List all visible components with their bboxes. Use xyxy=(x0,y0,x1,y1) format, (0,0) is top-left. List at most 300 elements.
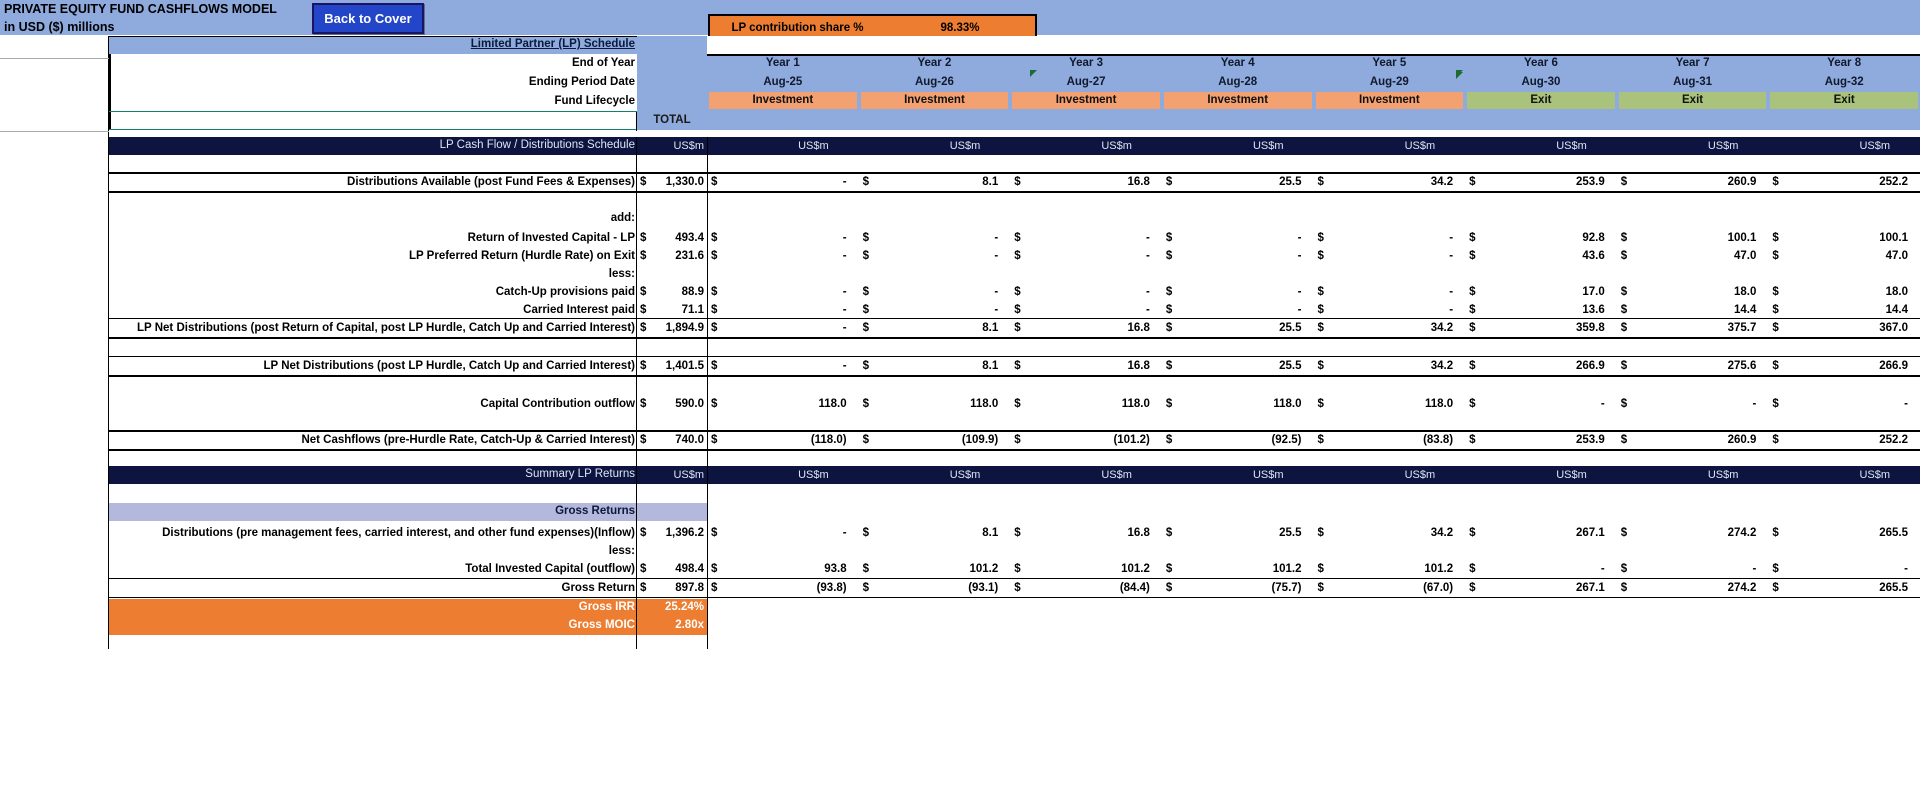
top-left-gray-rule xyxy=(0,58,109,59)
cashflow-unit-3: US$m xyxy=(1101,139,1132,152)
net-cashflows-currency-symbol-3: $ xyxy=(1014,433,1021,446)
year-header-7: Year 7 xyxy=(1675,56,1710,69)
summary-unit-8: US$m xyxy=(1859,468,1890,481)
distributions-available-total-value: 1,330.0 xyxy=(665,175,704,188)
lp-preferred-return-value-8: 47.0 xyxy=(1885,249,1908,262)
total-invested-capital-value-5: 101.2 xyxy=(1424,562,1454,575)
years-header-band-lower xyxy=(707,112,1920,130)
cashflow-unit-total: US$m xyxy=(673,139,704,152)
lp-net-distributions-value-2: 8.1 xyxy=(982,359,999,372)
gross-return-value-7: 274.2 xyxy=(1727,581,1757,594)
cashflow-unit-8: US$m xyxy=(1859,139,1890,152)
carried-interest-paid-total-value: 71.1 xyxy=(681,303,704,316)
cashflow-unit-6: US$m xyxy=(1556,139,1587,152)
return-of-invested-capital-currency-symbol-3: $ xyxy=(1014,231,1021,244)
gross-return-currency-symbol-6: $ xyxy=(1469,581,1476,594)
capital-contribution-outflow-currency-symbol-1: $ xyxy=(711,397,718,410)
total-invested-capital-value-8: - xyxy=(1904,562,1908,575)
net-cashflows-value-5: (83.8) xyxy=(1423,433,1454,446)
catch-up-provisions-currency-symbol-8: $ xyxy=(1772,285,1779,298)
lp-net-distributions-currency-symbol-3: $ xyxy=(1014,359,1021,372)
comment-flag-icon-3 xyxy=(1456,72,1463,79)
lifecycle-6: Exit xyxy=(1530,93,1552,106)
rule-below-lp-net-dist-full xyxy=(109,337,1920,339)
cashflow-unit-7: US$m xyxy=(1707,139,1739,152)
lp-net-distributions-total-currency: $ xyxy=(640,359,647,372)
summary-unit-5: US$m xyxy=(1404,468,1436,481)
return-of-invested-capital-currency-symbol-6: $ xyxy=(1469,231,1476,244)
net-cashflows-currency-symbol-5: $ xyxy=(1317,433,1324,446)
net-cashflows-currency-symbol-6: $ xyxy=(1469,433,1476,446)
lp-net-distributions-value-7: 275.6 xyxy=(1727,359,1757,372)
lp-preferred-return-total-currency: $ xyxy=(640,249,647,262)
capital-contribution-outflow-value-1: 118.0 xyxy=(818,397,847,410)
year-header-4: Year 4 xyxy=(1220,56,1255,69)
lifecycle-5: Investment xyxy=(1358,93,1420,106)
rule-below-gross-return xyxy=(109,597,1920,598)
lp-net-distributions-full-value-7: 375.7 xyxy=(1727,321,1757,334)
capital-contribution-outflow-currency-symbol-2: $ xyxy=(862,397,870,410)
mid-left-gray-rule xyxy=(0,131,109,132)
cashflow-unit-5: US$m xyxy=(1404,139,1436,152)
lp-preferred-return-value-5: - xyxy=(1449,249,1454,262)
carried-interest-paid-currency-symbol-6: $ xyxy=(1469,303,1476,316)
period-date-7: Aug-31 xyxy=(1673,75,1713,88)
net-cashflows-label: Net Cashflows (pre-Hurdle Rate, Catch-Up & Carried Interest) xyxy=(301,433,635,446)
lp-net-distributions-currency-symbol-1: $ xyxy=(711,359,718,372)
return-of-invested-capital-value-8: 100.1 xyxy=(1879,231,1908,244)
gross-distributions-label: Distributions (pre management fees, carried interest, and other fund expenses)(Inflow) xyxy=(162,526,635,539)
net-cashflows-currency-symbol-7: $ xyxy=(1620,433,1628,446)
net-cashflows-value-1: (118.0) xyxy=(810,433,847,446)
lp-net-distributions-full-value-8: 367.0 xyxy=(1879,321,1908,334)
metric-label-gross-irr: Gross IRR xyxy=(578,601,635,614)
catch-up-provisions-currency-symbol-6: $ xyxy=(1469,285,1476,298)
lp-net-distributions-value-1: - xyxy=(842,359,847,372)
catch-up-provisions-total-value: 88.9 xyxy=(681,285,704,298)
gross-distributions-currency-symbol-3: $ xyxy=(1014,526,1021,539)
return-of-invested-capital-currency-symbol-4: $ xyxy=(1165,231,1173,244)
capital-contribution-outflow-currency-symbol-7: $ xyxy=(1620,397,1628,410)
return-of-invested-capital-value-2: - xyxy=(994,231,999,244)
year-header-3: Year 3 xyxy=(1069,56,1104,69)
back-to-cover-button[interactable]: Back to Cover xyxy=(312,3,424,34)
carried-interest-paid-currency-symbol-2: $ xyxy=(862,303,870,316)
return-of-invested-capital-currency-symbol-2: $ xyxy=(862,231,870,244)
gross-distributions-currency-symbol-7: $ xyxy=(1620,526,1628,539)
lp-contribution-share-value[interactable]: 98.33% xyxy=(940,21,980,34)
year-header-8: Year 8 xyxy=(1827,56,1862,69)
net-cashflows-currency-symbol-2: $ xyxy=(862,433,870,446)
lp-net-distributions-currency-symbol-4: $ xyxy=(1165,359,1173,372)
return-of-invested-capital-value-1: - xyxy=(842,231,847,244)
distributions-available-value-7: 260.9 xyxy=(1727,175,1757,188)
distributions-available-currency-symbol-1: $ xyxy=(711,175,718,188)
gross-return-currency-symbol-5: $ xyxy=(1317,581,1324,594)
rule-above-lp-net-dist-full xyxy=(109,318,1920,319)
gross-return-value-1: (93.8) xyxy=(816,581,847,594)
carried-interest-paid-label: Carried Interest paid xyxy=(523,303,635,316)
carried-interest-paid-value-2: - xyxy=(994,303,999,316)
lp-preferred-return-value-1: - xyxy=(842,249,847,262)
distributions-available-currency-symbol-7: $ xyxy=(1620,175,1628,188)
net-cashflows-value-8: 252.2 xyxy=(1879,433,1908,446)
carried-interest-paid-currency-symbol-1: $ xyxy=(711,303,718,316)
carried-interest-paid-value-3: - xyxy=(1146,303,1150,316)
metric-value-gross-moic: 2.80x xyxy=(675,619,704,632)
lp-preferred-return-currency-symbol-3: $ xyxy=(1014,249,1021,262)
spacer-white-row xyxy=(707,36,1920,54)
lp-net-distributions-value-8: 266.9 xyxy=(1879,359,1908,372)
catch-up-provisions-currency-symbol-7: $ xyxy=(1620,285,1628,298)
gross-return-value-3: (84.4) xyxy=(1119,581,1150,594)
catch-up-provisions-label: Catch-Up provisions paid xyxy=(495,285,635,298)
page-subtitle: in USD ($) millions xyxy=(4,19,115,34)
catch-up-provisions-value-4: - xyxy=(1297,285,1302,298)
net-cashflows-total-value: 740.0 xyxy=(675,433,704,446)
carried-interest-paid-currency-symbol-3: $ xyxy=(1014,303,1021,316)
lp-schedule-band-total xyxy=(637,36,707,54)
total-invested-capital-total-currency: $ xyxy=(640,562,647,575)
catch-up-provisions-value-8: 18.0 xyxy=(1885,285,1908,298)
distributions-available-value-5: 34.2 xyxy=(1430,175,1454,188)
summary-unit-7: US$m xyxy=(1707,468,1739,481)
year-header-6: Year 6 xyxy=(1523,56,1558,69)
carried-interest-paid-value-5: - xyxy=(1449,303,1454,316)
carried-interest-paid-total-currency: $ xyxy=(640,303,647,316)
year-header-2: Year 2 xyxy=(917,56,952,69)
lp-net-distributions-full-currency-symbol-6: $ xyxy=(1469,321,1476,334)
distributions-available-label: Distributions Available (post Fund Fees & Expenses) xyxy=(347,175,635,188)
left-frame-line xyxy=(108,36,109,649)
lp-preferred-return-value-2: - xyxy=(994,249,999,262)
gross-return-currency-symbol-4: $ xyxy=(1165,581,1173,594)
gross-return-value-2: (93.1) xyxy=(968,581,999,594)
total-col-divider xyxy=(636,112,637,131)
lp-net-distributions-full-value-4: 25.5 xyxy=(1279,321,1302,334)
rule-below-distributions xyxy=(109,191,1920,193)
less-label-cashflow: less: xyxy=(608,267,635,280)
return-of-invested-capital-value-3: - xyxy=(1146,231,1150,244)
total-invested-capital-currency-symbol-4: $ xyxy=(1165,562,1173,575)
summary-unit-6: US$m xyxy=(1556,468,1587,481)
total-row-left-bg xyxy=(109,112,639,130)
total-invested-capital-currency-symbol-6: $ xyxy=(1469,562,1476,575)
catch-up-provisions-value-2: - xyxy=(994,285,999,298)
add-label: add: xyxy=(610,211,635,224)
lp-net-distributions-currency-symbol-5: $ xyxy=(1317,359,1324,372)
capital-contribution-outflow-value-7: - xyxy=(1752,397,1757,410)
lifecycle-2: Investment xyxy=(904,93,965,106)
total-invested-capital-value-1: 93.8 xyxy=(824,562,847,575)
net-cashflows-currency-symbol-1: $ xyxy=(711,433,718,446)
lp-net-distributions-currency-symbol-7: $ xyxy=(1620,359,1628,372)
lp-preferred-return-value-4: - xyxy=(1297,249,1302,262)
data-col-start-line xyxy=(707,137,708,649)
gross-distributions-currency-symbol-8: $ xyxy=(1772,526,1779,539)
lp-net-distributions-total-value: 1,401.5 xyxy=(665,359,704,372)
gross-return-currency-symbol-8: $ xyxy=(1772,581,1779,594)
carried-interest-paid-currency-symbol-7: $ xyxy=(1620,303,1628,316)
lp-preferred-return-label: LP Preferred Return (Hurdle Rate) on Exit xyxy=(409,249,635,262)
capital-contribution-outflow-value-6: - xyxy=(1600,397,1605,410)
lp-net-distributions-full-currency-symbol-4: $ xyxy=(1165,321,1173,334)
lp-net-distributions-full-label: LP Net Distributions (post Return of Capital, post LP Hurdle, Catch Up and Carried Interest) xyxy=(137,321,635,334)
year-header-1: Year 1 xyxy=(765,56,800,69)
summary-unit-4: US$m xyxy=(1252,468,1284,481)
gross-distributions-currency-symbol-6: $ xyxy=(1469,526,1476,539)
distributions-available-value-8: 252.2 xyxy=(1879,175,1908,188)
return-of-invested-capital-total-currency: $ xyxy=(640,231,647,244)
carried-interest-paid-value-7: 14.4 xyxy=(1733,303,1757,316)
lp-preferred-return-value-3: - xyxy=(1146,249,1150,262)
gross-return-currency-symbol-2: $ xyxy=(862,581,870,594)
metric-label-gross-moic: Gross MOIC xyxy=(568,619,635,632)
year-header-5: Year 5 xyxy=(1372,56,1407,69)
summary-unit-3: US$m xyxy=(1101,468,1132,481)
lifecycle-3: Investment xyxy=(1055,93,1117,106)
lp-schedule-title: Limited Partner (LP) Schedule xyxy=(470,38,635,51)
gross-distributions-value-4: 25.5 xyxy=(1279,526,1302,539)
period-date-4: Aug-28 xyxy=(1218,75,1258,88)
period-date-8: Aug-32 xyxy=(1824,75,1864,88)
distributions-available-currency-symbol-2: $ xyxy=(862,175,870,188)
lp-net-distributions-full-value-2: 8.1 xyxy=(982,321,999,334)
summary-unit-2: US$m xyxy=(949,468,981,481)
lifecycle-8: Exit xyxy=(1833,93,1855,106)
cashflow-unit-4: US$m xyxy=(1252,139,1284,152)
lp-preferred-return-currency-symbol-6: $ xyxy=(1469,249,1476,262)
label-end-of-year: End of Year xyxy=(571,56,635,69)
gross-return-currency-symbol-3: $ xyxy=(1014,581,1021,594)
catch-up-provisions-currency-symbol-3: $ xyxy=(1014,285,1021,298)
distributions-available-currency-symbol-5: $ xyxy=(1317,175,1324,188)
carried-interest-paid-value-4: - xyxy=(1297,303,1302,316)
capital-contribution-outflow-currency-symbol-5: $ xyxy=(1317,397,1324,410)
gross-distributions-currency-symbol-1: $ xyxy=(711,526,718,539)
distributions-available-value-2: 8.1 xyxy=(982,175,999,188)
catch-up-provisions-value-5: - xyxy=(1449,285,1454,298)
capital-contribution-outflow-value-3: 118.0 xyxy=(1121,397,1150,410)
capital-contribution-outflow-total-value: 590.0 xyxy=(675,397,704,410)
summary-section-title: Summary LP Returns xyxy=(525,468,635,481)
gross-returns-label: Gross Returns xyxy=(555,505,635,518)
lp-net-distributions-label: LP Net Distributions (post LP Hurdle, Catch Up and Carried Interest) xyxy=(263,359,635,372)
lifecycle-7: Exit xyxy=(1682,93,1704,106)
rule-above-gross-return xyxy=(109,578,1920,579)
catch-up-provisions-currency-symbol-2: $ xyxy=(862,285,870,298)
net-cashflows-value-4: (92.5) xyxy=(1271,433,1302,446)
total-invested-capital-currency-symbol-8: $ xyxy=(1772,562,1779,575)
net-cashflows-value-3: (101.2) xyxy=(1113,433,1150,446)
period-date-6: Aug-30 xyxy=(1521,75,1561,88)
summary-unit-total: US$m xyxy=(673,468,704,481)
net-cashflows-currency-symbol-8: $ xyxy=(1772,433,1779,446)
distributions-available-total-currency: $ xyxy=(640,175,647,188)
capital-contribution-outflow-currency-symbol-4: $ xyxy=(1165,397,1173,410)
lp-net-distributions-full-currency-symbol-5: $ xyxy=(1317,321,1324,334)
lp-preferred-return-total-value: 231.6 xyxy=(675,249,704,262)
gross-return-total-currency: $ xyxy=(640,581,647,594)
cashflow-unit-1: US$m xyxy=(798,139,829,152)
gross-return-currency-symbol-7: $ xyxy=(1620,581,1628,594)
lp-net-distributions-full-value-3: 16.8 xyxy=(1127,321,1150,334)
capital-contribution-outflow-label: Capital Contribution outflow xyxy=(480,397,635,410)
capital-contribution-outflow-currency-symbol-6: $ xyxy=(1469,397,1476,410)
total-invested-capital-value-7: - xyxy=(1752,562,1757,575)
gross-return-total-value: 897.8 xyxy=(675,581,704,594)
distributions-available-value-3: 16.8 xyxy=(1127,175,1150,188)
lp-contribution-share-label: LP contribution share % xyxy=(731,21,864,34)
distributions-available-currency-symbol-8: $ xyxy=(1772,175,1779,188)
capital-contribution-outflow-total-currency: $ xyxy=(640,397,647,410)
cashflow-section-title: LP Cash Flow / Distributions Schedule xyxy=(439,139,635,152)
carried-interest-paid-currency-symbol-5: $ xyxy=(1317,303,1324,316)
lifecycle-4: Investment xyxy=(1207,93,1269,106)
lp-net-distributions-full-currency-symbol-3: $ xyxy=(1014,321,1021,334)
gross-return-value-8: 265.5 xyxy=(1879,581,1908,594)
distributions-available-value-4: 25.5 xyxy=(1279,175,1302,188)
cashflow-unit-2: US$m xyxy=(949,139,981,152)
lp-net-distributions-full-value-6: 359.8 xyxy=(1575,321,1605,334)
return-of-invested-capital-total-value: 493.4 xyxy=(675,231,704,244)
lifecycle-1: Investment xyxy=(752,93,814,106)
total-invested-capital-currency-symbol-5: $ xyxy=(1317,562,1324,575)
rule-below-net-cashflows xyxy=(109,449,1920,451)
catch-up-provisions-currency-symbol-5: $ xyxy=(1317,285,1324,298)
total-invested-capital-value-6: - xyxy=(1600,562,1605,575)
lp-preferred-return-currency-symbol-5: $ xyxy=(1317,249,1324,262)
total-invested-capital-value-3: 101.2 xyxy=(1121,562,1150,575)
net-cashflows-value-2: (109.9) xyxy=(961,433,999,446)
return-of-invested-capital-value-4: - xyxy=(1297,231,1302,244)
total-invested-capital-total-value: 498.4 xyxy=(675,562,704,575)
catch-up-provisions-total-currency: $ xyxy=(640,285,647,298)
lp-net-distributions-full-currency-symbol-7: $ xyxy=(1620,321,1628,334)
gross-distributions-value-2: 8.1 xyxy=(982,526,999,539)
net-cashflows-value-7: 260.9 xyxy=(1727,433,1757,446)
return-of-invested-capital-currency-symbol-1: $ xyxy=(711,231,718,244)
catch-up-provisions-value-6: 17.0 xyxy=(1582,285,1605,298)
gross-return-value-4: (75.7) xyxy=(1271,581,1302,594)
gross-distributions-value-3: 16.8 xyxy=(1127,526,1150,539)
catch-up-provisions-currency-symbol-4: $ xyxy=(1165,285,1173,298)
rule-above-lp-net-dist xyxy=(109,356,1920,357)
carried-interest-paid-currency-symbol-8: $ xyxy=(1772,303,1779,316)
gross-distributions-currency-symbol-5: $ xyxy=(1317,526,1324,539)
period-date-1: Aug-25 xyxy=(763,75,803,88)
distributions-available-value-6: 253.9 xyxy=(1575,175,1605,188)
lp-net-distributions-currency-symbol-6: $ xyxy=(1469,359,1476,372)
lp-net-distributions-value-6: 266.9 xyxy=(1575,359,1605,372)
catch-up-provisions-value-7: 18.0 xyxy=(1733,285,1757,298)
summary-unit-1: US$m xyxy=(798,468,829,481)
lp-preferred-return-currency-symbol-1: $ xyxy=(711,249,718,262)
rule-below-lp-net-dist xyxy=(109,375,1920,377)
catch-up-provisions-value-1: - xyxy=(842,285,847,298)
lp-preferred-return-value-6: 43.6 xyxy=(1582,249,1605,262)
lp-net-distributions-full-value-1: - xyxy=(842,321,847,334)
gross-distributions-currency-symbol-2: $ xyxy=(862,526,870,539)
lp-net-distributions-full-currency-symbol-1: $ xyxy=(711,321,718,334)
lp-net-distributions-value-4: 25.5 xyxy=(1279,359,1302,372)
lp-preferred-return-currency-symbol-7: $ xyxy=(1620,249,1628,262)
gross-return-value-6: 267.1 xyxy=(1575,581,1605,594)
return-of-invested-capital-value-7: 100.1 xyxy=(1727,231,1757,244)
label-ending-period-date: Ending Period Date xyxy=(528,75,635,88)
net-cashflows-value-6: 253.9 xyxy=(1575,433,1605,446)
carried-interest-paid-value-6: 13.6 xyxy=(1582,303,1605,316)
lp-net-distributions-full-value-5: 34.2 xyxy=(1430,321,1454,334)
total-invested-capital-currency-symbol-3: $ xyxy=(1014,562,1021,575)
lp-net-distributions-full-total-currency: $ xyxy=(640,321,647,334)
page-title: PRIVATE EQUITY FUND CASHFLOWS MODEL xyxy=(4,1,277,16)
period-date-3: Aug-27 xyxy=(1066,75,1106,88)
lp-net-distributions-value-5: 34.2 xyxy=(1430,359,1454,372)
lp-net-distributions-currency-symbol-8: $ xyxy=(1772,359,1779,372)
lp-preferred-return-currency-symbol-2: $ xyxy=(862,249,870,262)
total-invested-capital-value-4: 101.2 xyxy=(1272,562,1302,575)
return-of-invested-capital-value-6: 92.8 xyxy=(1582,231,1605,244)
lp-preferred-return-currency-symbol-4: $ xyxy=(1165,249,1173,262)
capital-contribution-outflow-value-5: 118.0 xyxy=(1424,397,1454,410)
carried-interest-paid-value-8: 14.4 xyxy=(1885,303,1908,316)
carried-interest-paid-currency-symbol-4: $ xyxy=(1165,303,1173,316)
green-rule-bottom xyxy=(109,129,637,130)
lp-net-distributions-value-3: 16.8 xyxy=(1127,359,1150,372)
period-date-5: Aug-29 xyxy=(1369,75,1409,88)
catch-up-provisions-value-3: - xyxy=(1146,285,1150,298)
gross-distributions-total-value: 1,396.2 xyxy=(665,526,704,539)
lp-net-distributions-currency-symbol-2: $ xyxy=(862,359,870,372)
capital-contribution-outflow-value-8: - xyxy=(1904,397,1908,410)
total-invested-capital-currency-symbol-7: $ xyxy=(1620,562,1628,575)
gross-distributions-value-6: 267.1 xyxy=(1575,526,1605,539)
total-invested-capital-currency-symbol-2: $ xyxy=(862,562,870,575)
catch-up-provisions-currency-symbol-1: $ xyxy=(711,285,718,298)
total-col-header-bg xyxy=(637,54,707,112)
lp-net-distributions-full-currency-symbol-2: $ xyxy=(862,321,870,334)
return-of-invested-capital-currency-symbol-7: $ xyxy=(1620,231,1628,244)
gross-return-currency-symbol-1: $ xyxy=(711,581,718,594)
lp-preferred-return-currency-symbol-8: $ xyxy=(1772,249,1779,262)
return-of-invested-capital-currency-symbol-5: $ xyxy=(1317,231,1324,244)
period-date-2: Aug-26 xyxy=(914,75,954,88)
gross-distributions-value-5: 34.2 xyxy=(1430,526,1454,539)
metric-value-gross-irr: 25.24% xyxy=(664,601,704,614)
gross-return-label: Gross Return xyxy=(561,581,635,594)
return-of-invested-capital-label: Return of Invested Capital - LP xyxy=(467,231,635,244)
capital-contribution-outflow-value-2: 118.0 xyxy=(970,397,999,410)
comment-flag-icon-1 xyxy=(1030,70,1037,77)
capital-contribution-outflow-currency-symbol-8: $ xyxy=(1772,397,1779,410)
total-invested-capital-value-2: 101.2 xyxy=(969,562,999,575)
total-invested-capital-label: Total Invested Capital (outflow) xyxy=(465,562,635,575)
capital-contribution-outflow-currency-symbol-3: $ xyxy=(1014,397,1021,410)
distributions-available-currency-symbol-6: $ xyxy=(1469,175,1476,188)
gross-distributions-currency-symbol-4: $ xyxy=(1165,526,1173,539)
net-cashflows-currency-symbol-4: $ xyxy=(1165,433,1173,446)
carried-interest-paid-value-1: - xyxy=(842,303,847,316)
label-fund-lifecycle: Fund Lifecycle xyxy=(554,94,635,107)
distributions-available-currency-symbol-4: $ xyxy=(1165,175,1173,188)
total-invested-capital-currency-symbol-1: $ xyxy=(711,562,718,575)
return-of-invested-capital-currency-symbol-8: $ xyxy=(1772,231,1779,244)
gross-distributions-value-8: 265.5 xyxy=(1879,526,1908,539)
total-col-left-line xyxy=(636,137,637,649)
green-rule-top xyxy=(109,111,637,112)
capital-contribution-outflow-value-4: 118.0 xyxy=(1273,397,1302,410)
